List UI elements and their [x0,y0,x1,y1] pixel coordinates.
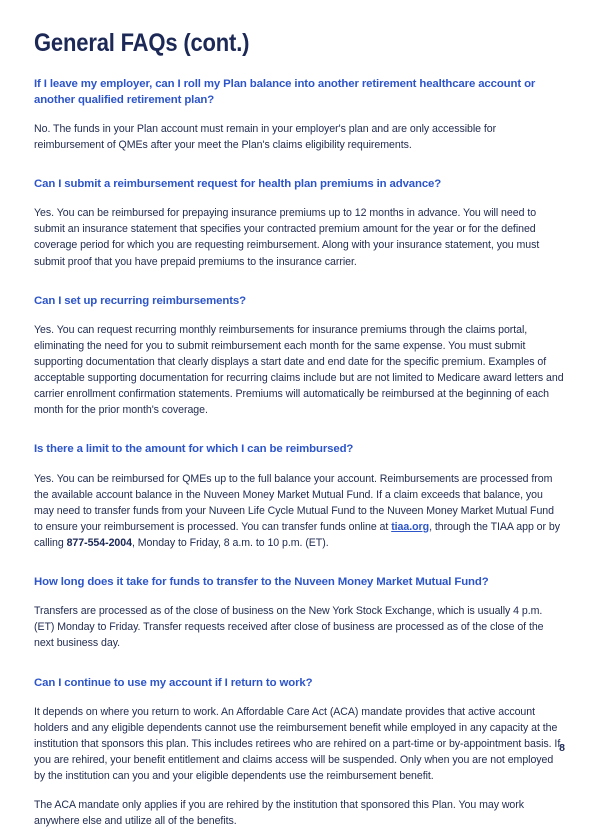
faq-question: Can I submit a reimbursement request for health plan premiums in advance? [34,176,565,192]
page-title: General FAQs (cont.) [34,30,501,58]
faq-question: Can I continue to use my account if I return to work? [34,675,565,691]
faq-item-reimbursement-limit [34,441,565,551]
page-number: 8 [559,742,565,754]
faq-answer: No. The funds in your Plan account must remain in your employer's plan and are only accessible for reimbursement of QMEs after your meet the Plan's claims eligibility requirements. [34,121,565,153]
faq-answer: Yes. You can request recurring monthly reimbursements for insurance premiums through the claims portal, eliminating the need for you to submit reimbursement each month for the same expense. You must submit supporting documentation that clearly displays a start date and end date for the specific premium. Examples of acceptable supporting documentation for recurring claims include but are not limited to Medicare award letters and carrier enrollment confirmation statements. Premiums will automatically be reimbursed at the beginning of each month for the prior month's coverage. [34,322,565,419]
faq-answer: Transfers are processed as of the close of business on the New York Stock Exchange, which is usually 4 p.m. (ET) Monday to Friday. Transfer requests received after close of business are processed as of the close of the next business day. [34,603,565,651]
faq-question: Can I set up recurring reimbursements? [34,293,565,309]
faq-item-rollover [34,76,565,154]
faq-item-advance-premiums [34,176,565,270]
faq-answer: Yes. You can be reimbursed for prepaying insurance premiums up to 12 months in advance. You will need to submit an insurance statement that specifies your contracted premium amount for the year or for the defined coverage period for which you are requesting reimbursement. Along with your insurance statement, you must submit proof that you have prepaid premiums to the insurance carrier. [34,205,565,269]
answer-text-part2: , through the TIAA app or by calling [34,521,560,549]
faq-item-recurring [34,293,565,419]
faq-answer: It depends on where you return to work. An Affordable Care Act (ACA) mandate provides that active account holders and any eligible dependents cannot use the reimbursement benefit while employed in any capacity at the institution that sponsors this plan. This includes retirees who are rehired on a part-time or by-appointment basis. If you are rehired, your benefit entitlement and claims access will be suspended. Only when you are not employed by the institution can you and your eligible dependents use the reimbursement benefit. [34,704,565,784]
phone-number: 877-554-2004 [67,537,132,549]
faq-question: If I leave my employer, can I roll my Plan balance into another retirement healthcare account or another qualified retirement plan? [34,76,565,108]
faq-question: How long does it take for funds to transfer to the Nuveen Money Market Mutual Fund? [34,574,565,590]
tiaa-org-link[interactable]: tiaa.org [391,521,429,533]
faq-item-return-to-work [34,675,565,829]
faq-list [34,76,565,829]
answer-text-part1: Yes. You can be reimbursed for QMEs up to the full balance your account. Reimbursements are processed from the available account balance in the Nuveen Money Market Mutual Fund. If a claim exceeds that balance, you may need to transfer funds from your Nuveen Life Cycle Mutual Fund to the Nuveen Money Market Mutual Fund to ensure your reimbursement is processed. You can transfer funds online at [34,473,554,533]
faq-question: Is there a limit to the amount for which I can be reimbursed? [34,441,565,457]
faq-item-transfer-time [34,574,565,651]
faq-answer [34,471,565,551]
faq-answer-secondary: The ACA mandate only applies if you are rehired by the institution that sponsored this Plan. You may work anywhere else and utilize all of the benefits. [34,797,565,829]
answer-text-part3: , Monday to Friday, 8 a.m. to 10 p.m. (ET). [132,537,329,549]
